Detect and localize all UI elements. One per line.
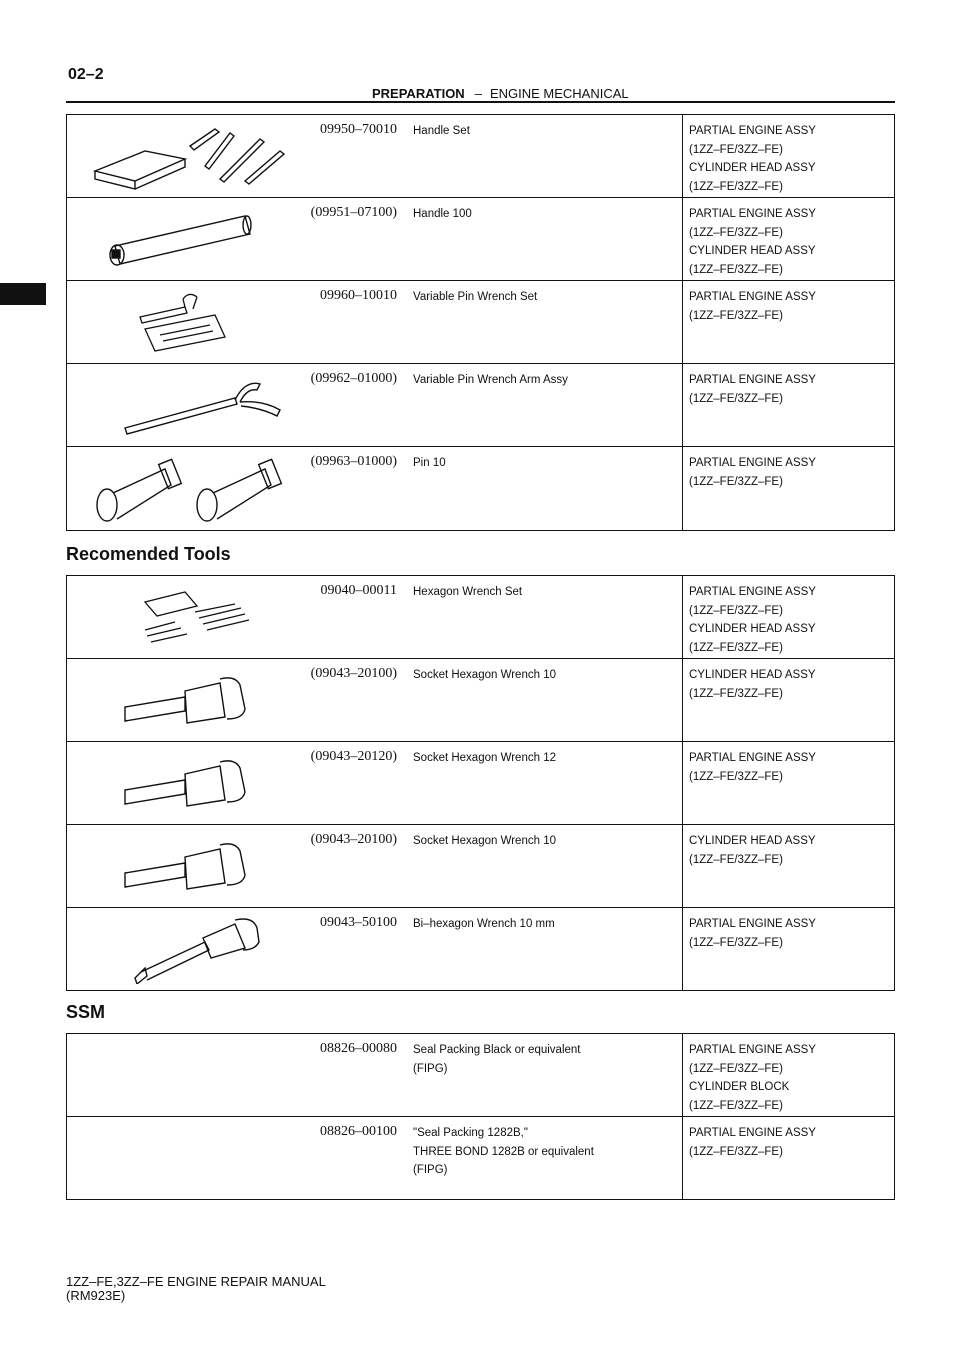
header-section: PREPARATION [372,86,465,101]
usage-line: CYLINDER BLOCK [689,1081,790,1093]
table-row [67,281,894,364]
usage [682,908,882,990]
material-name-line: Seal Packing Black or equivalent [413,1044,581,1056]
material-name-line: (FIPG) [413,1062,448,1075]
usage-line: (1ZZ–FE/3ZZ–FE) [689,687,783,700]
tool-name-line: Variable Pin Wrench Set [413,291,538,303]
usage [682,1034,882,1116]
part-number: (09963–01000) [310,454,397,469]
part-number: 08826–00080 [320,1041,397,1056]
tool-name [413,749,668,768]
usage-line: CYLINDER HEAD ASSY [689,623,816,635]
header-subsection: ENGINE MECHANICAL [489,86,629,101]
recommended-tools-table [66,575,895,991]
usage-line: (1ZZ–FE/3ZZ–FE) [689,263,783,276]
part-number: 09043–50100 [320,915,397,930]
usage [682,447,882,530]
usage-line: (1ZZ–FE/3ZZ–FE) [689,392,783,405]
usage-line: PARTIAL ENGINE ASSY [689,1127,816,1139]
recommended-tools-heading: Recomended Tools [66,544,231,564]
part-number: 08826–00100 [320,1124,397,1139]
table-row [67,364,894,447]
usage-line: (1ZZ–FE/3ZZ–FE) [689,1062,783,1075]
table-row [67,742,894,825]
usage [682,659,882,741]
usage-line: CYLINDER HEAD ASSY [689,835,816,847]
usage-line: (1ZZ–FE/3ZZ–FE) [689,475,783,488]
tool-name-line: Pin 10 [413,457,446,469]
part-number: 09040–00011 [320,583,397,598]
material-name-line: (FIPG) [413,1164,448,1176]
usage-line: PARTIAL ENGINE ASSY [689,457,816,469]
material-name-line: THREE BOND 1282B or equivalent [413,1145,594,1158]
tool-name-line: Socket Hexagon Wrench 10 [413,669,556,681]
tool-name-line: Hexagon Wrench Set [413,586,523,598]
part-number: (09043–20120) [310,749,397,764]
tool-name-line: Socket Hexagon Wrench 10 [413,835,556,847]
material-name [413,1041,668,1078]
table-row [67,1117,894,1199]
usage-line: (1ZZ–FE/3ZZ–FE) [689,1099,783,1112]
usage-line: (1ZZ–FE/3ZZ–FE) [689,180,783,193]
tool-name [413,583,668,602]
part-number: (09951–07100) [310,205,397,220]
tool-name-line: Socket Hexagon Wrench 12 [413,752,556,764]
usage [682,364,882,446]
usage-line: PARTIAL ENGINE ASSY [689,586,816,598]
usage-line: (1ZZ–FE/3ZZ–FE) [689,641,783,654]
table-row [67,447,894,530]
usage-line: CYLINDER HEAD ASSY [689,162,816,174]
usage [682,742,882,824]
table-row [67,659,894,742]
usage-line: (1ZZ–FE/3ZZ–FE) [689,226,783,239]
usage-line: PARTIAL ENGINE ASSY [689,918,816,930]
usage-line: PARTIAL ENGINE ASSY [689,291,816,303]
table-row [67,825,894,908]
tool-name [413,915,668,934]
usage-line: (1ZZ–FE/3ZZ–FE) [689,853,783,866]
tool-name [413,205,668,224]
usage-line: (1ZZ–FE/3ZZ–FE) [689,604,783,617]
usage-line: (1ZZ–FE/3ZZ–FE) [689,936,783,949]
usage-line: PARTIAL ENGINE ASSY [689,374,816,386]
material-name [413,1124,668,1180]
part-number: 09950–70010 [320,122,397,137]
page-header [372,86,629,101]
page-number: 02–2 [68,66,104,83]
usage-line: CYLINDER HEAD ASSY [689,669,816,681]
tool-name [413,454,668,473]
usage-line: (1ZZ–FE/3ZZ–FE) [689,309,783,322]
footer-manual-code: (RM923E) [66,1288,126,1303]
footer-manual-title: 1ZZ–FE,3ZZ–FE ENGINE REPAIR MANUAL [66,1274,326,1289]
sst-table [66,114,895,531]
tool-name [413,122,668,141]
usage [682,825,882,907]
usage [682,115,882,197]
part-number: (09043–20100) [310,666,397,681]
usage [682,198,882,280]
ssm-heading: SSM [66,1002,106,1022]
tool-name-line: Variable Pin Wrench Arm Assy [413,374,568,386]
tool-name [413,832,668,851]
usage [682,1117,882,1199]
tool-name-line: Handle Set [413,125,470,137]
tool-name-line: Bi–hexagon Wrench 10 mm [413,918,555,930]
part-number: 09960–10010 [320,288,397,303]
tool-name [413,288,668,307]
usage-line: (1ZZ–FE/3ZZ–FE) [689,1145,783,1158]
tool-name-line: Handle 100 [413,208,472,220]
table-row [67,198,894,281]
table-row [67,115,894,198]
material-name-line: "Seal Packing 1282B," [413,1127,528,1139]
usage-line: (1ZZ–FE/3ZZ–FE) [689,770,783,783]
tool-name [413,371,668,390]
table-row [67,1034,894,1117]
part-number: (09962–01000) [310,371,397,386]
table-row [67,908,894,990]
table-row [67,576,894,659]
usage [682,281,882,363]
usage-line: PARTIAL ENGINE ASSY [689,1044,816,1056]
usage-line: PARTIAL ENGINE ASSY [689,752,816,764]
usage-line: PARTIAL ENGINE ASSY [689,208,816,220]
page-footer [66,1275,326,1303]
usage-line: CYLINDER HEAD ASSY [689,245,816,257]
section-tab-marker [0,283,46,305]
usage-line: PARTIAL ENGINE ASSY [689,125,816,137]
usage [682,576,882,658]
header-rule [66,101,895,103]
tool-name [413,666,668,685]
usage-line: (1ZZ–FE/3ZZ–FE) [689,143,783,156]
header-separator: – [474,86,482,101]
ssm-table [66,1033,895,1200]
part-number: (09043–20100) [310,832,397,847]
